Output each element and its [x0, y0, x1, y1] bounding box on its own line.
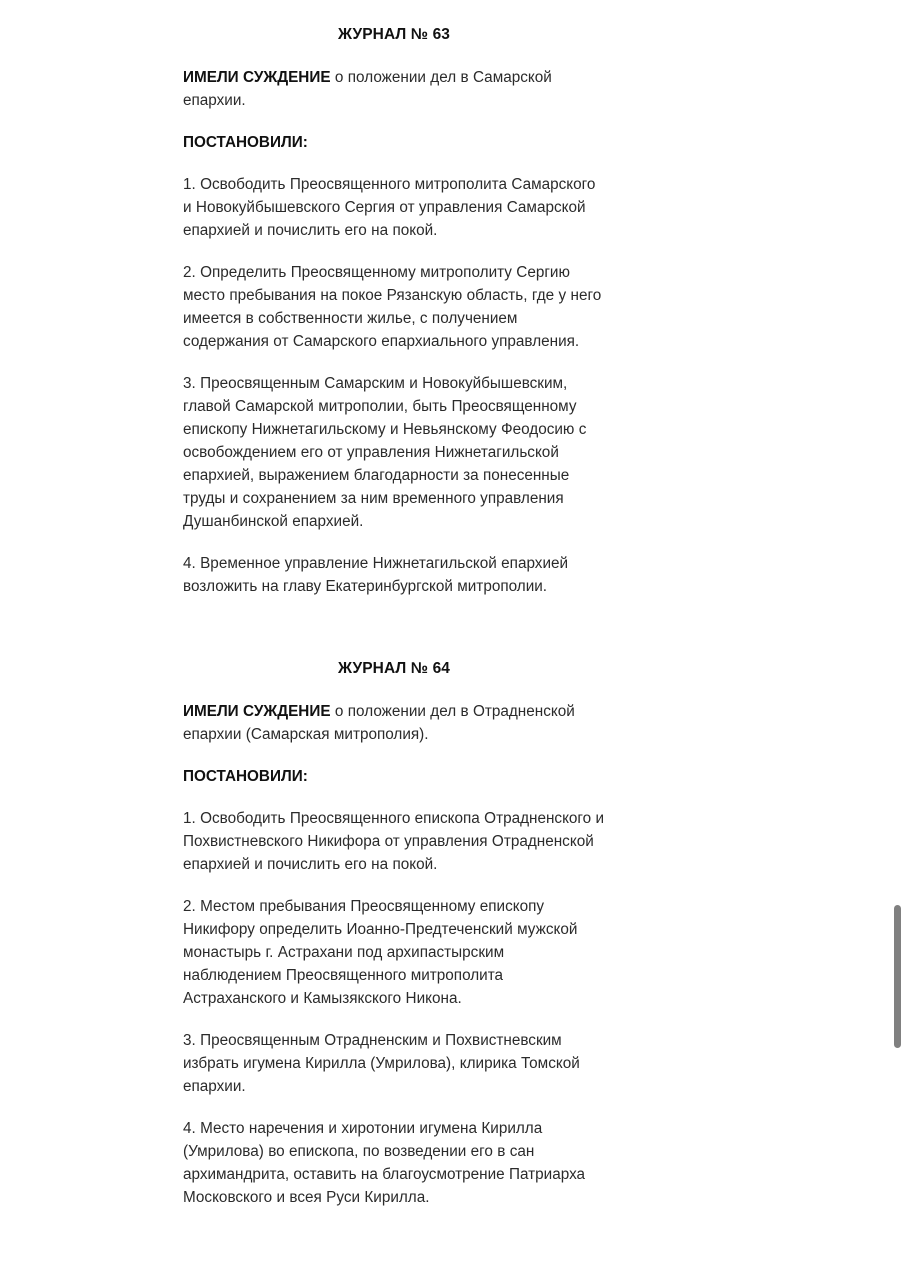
journal-63-resolution-label: ПОСТАНОВИЛИ:: [183, 134, 308, 151]
journal-title-63: ЖУРНАЛ № 63: [337, 26, 451, 43]
journal-63-lead-text: о положении дел в Самарской епархии.: [183, 69, 552, 109]
journal-section-64: [183, 598, 605, 1209]
journal-64-item-2: 2. Местом пребывания Преосвященному епископу Никифору определить Иоанно-Предтеченский мужской монастырь г. Астрахани под архипастырским наблюдением Преосвященного митрополита Астраханского и Камызякского Никона.: [183, 898, 578, 1007]
vertical-scrollbar[interactable]: [890, 0, 906, 1280]
text-column: [183, 0, 605, 1209]
scrollbar-thumb[interactable]: [894, 905, 901, 1048]
journal-64-item-3: 3. Преосвященным Отрадненским и Похвистневским избрать игумена Кирилла (Умрилова), клирика Томской епархии.: [183, 1032, 580, 1095]
journal-63-lead-paragraph: [183, 66, 605, 112]
journal-63-item-1: 1. Освободить Преосвященного митрополита Самарского и Новокуйбышевского Сергия от управления Самарской епархией и почислить его на покой.: [183, 176, 596, 239]
journal-63-lead-label: ИМЕЛИ СУЖДЕНИЕ: [183, 69, 331, 86]
journal-64-lead-text: о положении дел в Отрадненской епархии (Самарская митрополия).: [183, 703, 575, 743]
journal-63-item-2: 2. Определить Преосвященному митрополиту Сергию место пребывания на покое Рязанскую область, где у него имеется в собственности жилье, с получением содержания от Самарского епархиального управления.: [183, 264, 602, 350]
journal-64-item-1: 1. Освободить Преосвященного епископа Отрадненского и Похвистневского Никифора от управления Отрадненской епархией и почислить его на покой.: [183, 810, 605, 873]
journal-63-item-4: 4. Временное управление Нижнетагильской епархией возложить на главу Екатеринбургской митрополии.: [183, 555, 569, 595]
journal-64-lead-label: ИМЕЛИ СУЖДЕНИЕ: [183, 703, 331, 720]
journal-63-items: [183, 173, 605, 598]
journal-64-item-4: 4. Место наречения и хиротонии игумена Кирилла (Умрилова) во епископа, по возведении его в сан архимандрита, оставить на благоусмотрение Патриарха Московского и всея Руси Кирилла.: [183, 1120, 586, 1206]
journal-64-lead-paragraph: [183, 700, 605, 746]
journal-section-63: [183, 0, 605, 598]
journal-title-64: ЖУРНАЛ № 64: [337, 660, 451, 677]
journal-63-item-3: 3. Преосвященным Самарским и Новокуйбышевским, главой Самарской митрополии, быть Преосвященному епископу Нижнетагильскому и Невьянскому Феодосию с освобождением его от управления Нижнетагильской епархией, выражением благодарности за понесенные труды и сохранением за ним временного управления Душанбинской епархией.: [183, 375, 587, 530]
journal-64-resolution-label: ПОСТАНОВИЛИ:: [183, 768, 308, 785]
journal-64-items: [183, 807, 605, 1209]
